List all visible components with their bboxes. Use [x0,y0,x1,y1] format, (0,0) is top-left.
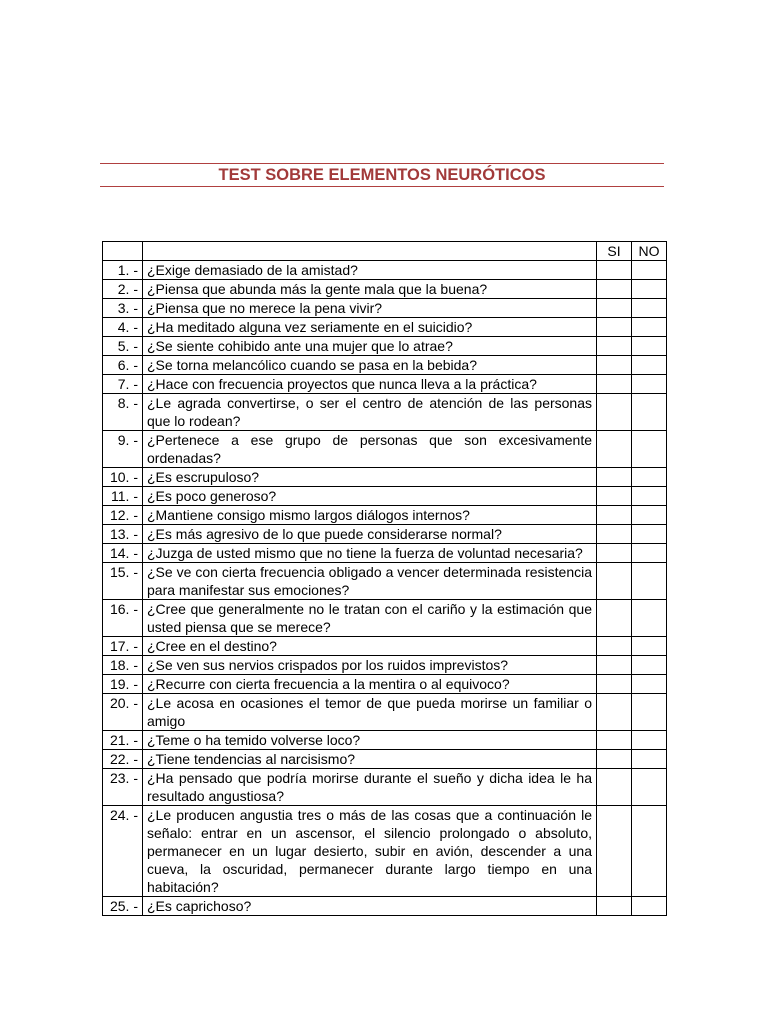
question-text: ¿Exige demasiado de la amistad? [143,261,597,280]
table-row [103,261,667,280]
answer-si-cell[interactable] [597,468,632,487]
question-text: ¿Piensa que abunda más la gente mala que la buena? [143,280,597,299]
answer-si-cell[interactable] [597,600,632,637]
question-text: ¿Se torna melancólico cuando se pasa en la bebida? [143,356,597,375]
answer-si-cell[interactable] [597,394,632,431]
document-title: TEST SOBRE ELEMENTOS NEURÓTICOS [218,166,546,184]
question-text: ¿Es más agresivo de lo que puede considerarse normal? [143,525,597,544]
answer-si-cell[interactable] [597,544,632,563]
answer-si-cell[interactable] [597,280,632,299]
answer-si-cell[interactable] [597,487,632,506]
question-number: 21. - [103,731,143,750]
question-text: ¿Le acosa en ocasiones el temor de que pueda morirse un familiar o amigo [143,694,597,731]
answer-no-cell[interactable] [632,656,667,675]
answer-no-cell[interactable] [632,487,667,506]
answer-no-cell[interactable] [632,468,667,487]
answer-si-cell[interactable] [597,261,632,280]
table-row [103,318,667,337]
answer-no-cell[interactable] [632,897,667,916]
answer-no-cell[interactable] [632,299,667,318]
question-number: 10. - [103,468,143,487]
question-text: ¿Se ve con cierta frecuencia obligado a vencer determinada resistencia para manifestar sus emociones? [143,563,597,600]
question-text: ¿Ha pensado que podría morirse durante el sueño y dicha idea le ha resultado angustiosa? [143,769,597,806]
table-row [103,600,667,637]
question-number: 14. - [103,544,143,563]
question-text: ¿Le producen angustia tres o más de las cosas que a continuación le señalo: entrar en un ascensor, el silencio prolongado o absoluto, permanecer en un lugar desierto, subir en avión, descender a una cueva, la oscuridad, permanecer durante largo tiempo en una habitación? [143,806,597,897]
question-number: 20. - [103,694,143,731]
question-text: ¿Es escrupuloso? [143,468,597,487]
question-number: 8. - [103,394,143,431]
answer-si-cell[interactable] [597,431,632,468]
table-row [103,468,667,487]
answer-no-cell[interactable] [632,675,667,694]
question-number: 5. - [103,337,143,356]
answer-si-cell[interactable] [597,656,632,675]
answer-no-cell[interactable] [632,525,667,544]
answer-si-cell[interactable] [597,299,632,318]
answer-no-cell[interactable] [632,506,667,525]
answer-no-cell[interactable] [632,394,667,431]
header-no: NO [632,242,667,261]
answer-si-cell[interactable] [597,375,632,394]
answer-si-cell[interactable] [597,897,632,916]
answer-no-cell[interactable] [632,261,667,280]
table-row [103,299,667,318]
question-text: ¿Recurre con cierta frecuencia a la mentira o al equivoco? [143,675,597,694]
question-text: ¿Piensa que no merece la pena vivir? [143,299,597,318]
question-text: ¿Se ven sus nervios crispados por los ruidos imprevistos? [143,656,597,675]
questionnaire-table [102,241,667,916]
answer-no-cell[interactable] [632,431,667,468]
question-text: ¿Ha meditado alguna vez seriamente en el suicidio? [143,318,597,337]
answer-no-cell[interactable] [632,694,667,731]
question-number: 19. - [103,675,143,694]
answer-si-cell[interactable] [597,637,632,656]
question-text: ¿Hace con frecuencia proyectos que nunca lleva a la práctica? [143,375,597,394]
answer-no-cell[interactable] [632,600,667,637]
answer-si-cell[interactable] [597,563,632,600]
table-row [103,487,667,506]
question-number: 2. - [103,280,143,299]
table-row [103,506,667,525]
answer-no-cell[interactable] [632,637,667,656]
answer-si-cell[interactable] [597,694,632,731]
question-number: 7. - [103,375,143,394]
table-row [103,544,667,563]
answer-no-cell[interactable] [632,563,667,600]
question-number: 18. - [103,656,143,675]
question-text: ¿Mantiene consigo mismo largos diálogos internos? [143,506,597,525]
table-row [103,694,667,731]
answer-si-cell[interactable] [597,356,632,375]
answer-no-cell[interactable] [632,356,667,375]
answer-si-cell[interactable] [597,750,632,769]
table-row [103,280,667,299]
question-number: 12. - [103,506,143,525]
question-number: 11. - [103,487,143,506]
question-number: 16. - [103,600,143,637]
table-row [103,769,667,806]
answer-si-cell[interactable] [597,506,632,525]
question-number: 4. - [103,318,143,337]
table-row [103,394,667,431]
table-row [103,356,667,375]
question-number: 15. - [103,563,143,600]
table-row [103,806,667,897]
title-block [100,163,664,187]
answer-si-cell[interactable] [597,675,632,694]
answer-no-cell[interactable] [632,731,667,750]
question-number: 17. - [103,637,143,656]
table-row [103,750,667,769]
table-row [103,525,667,544]
answer-no-cell[interactable] [632,337,667,356]
question-text: ¿Es poco generoso? [143,487,597,506]
table-row [103,431,667,468]
answer-no-cell[interactable] [632,806,667,897]
table-body [103,242,667,916]
answer-si-cell[interactable] [597,769,632,806]
table-header-row [103,242,667,261]
header-si: SI [597,242,632,261]
answer-si-cell[interactable] [597,318,632,337]
answer-no-cell[interactable] [632,280,667,299]
question-number: 3. - [103,299,143,318]
question-text: ¿Se siente cohibido ante una mujer que lo atrae? [143,337,597,356]
question-number: 23. - [103,769,143,806]
table-row [103,637,667,656]
table-row [103,337,667,356]
answer-no-cell[interactable] [632,375,667,394]
question-text: ¿Pertenece a ese grupo de personas que son excesivamente ordenadas? [143,431,597,468]
question-text: ¿Teme o ha temido volverse loco? [143,731,597,750]
answer-no-cell[interactable] [632,750,667,769]
answer-no-cell[interactable] [632,544,667,563]
table-row [103,897,667,916]
answer-si-cell[interactable] [597,806,632,897]
answer-no-cell[interactable] [632,318,667,337]
question-number: 6. - [103,356,143,375]
question-number: 22. - [103,750,143,769]
question-text: ¿Tiene tendencias al narcisismo? [143,750,597,769]
answer-si-cell[interactable] [597,525,632,544]
question-text: ¿Juzga de usted mismo que no tiene la fuerza de voluntad necesaria? [143,544,597,563]
header-question-cell [143,242,597,261]
question-text: ¿Le agrada convertirse, o ser el centro de atención de las personas que lo rodean? [143,394,597,431]
question-number: 13. - [103,525,143,544]
question-text: ¿Es caprichoso? [143,897,597,916]
answer-si-cell[interactable] [597,731,632,750]
question-number: 24. - [103,806,143,897]
question-number: 9. - [103,431,143,468]
table-row [103,375,667,394]
table-row [103,731,667,750]
table-row [103,656,667,675]
question-text: ¿Cree en el destino? [143,637,597,656]
answer-no-cell[interactable] [632,769,667,806]
question-number: 1. - [103,261,143,280]
question-number: 25. - [103,897,143,916]
table-row [103,563,667,600]
answer-si-cell[interactable] [597,337,632,356]
question-text: ¿Cree que generalmente no le tratan con el cariño y la estimación que usted piensa que se merece? [143,600,597,637]
header-number-cell [103,242,143,261]
table-row [103,675,667,694]
